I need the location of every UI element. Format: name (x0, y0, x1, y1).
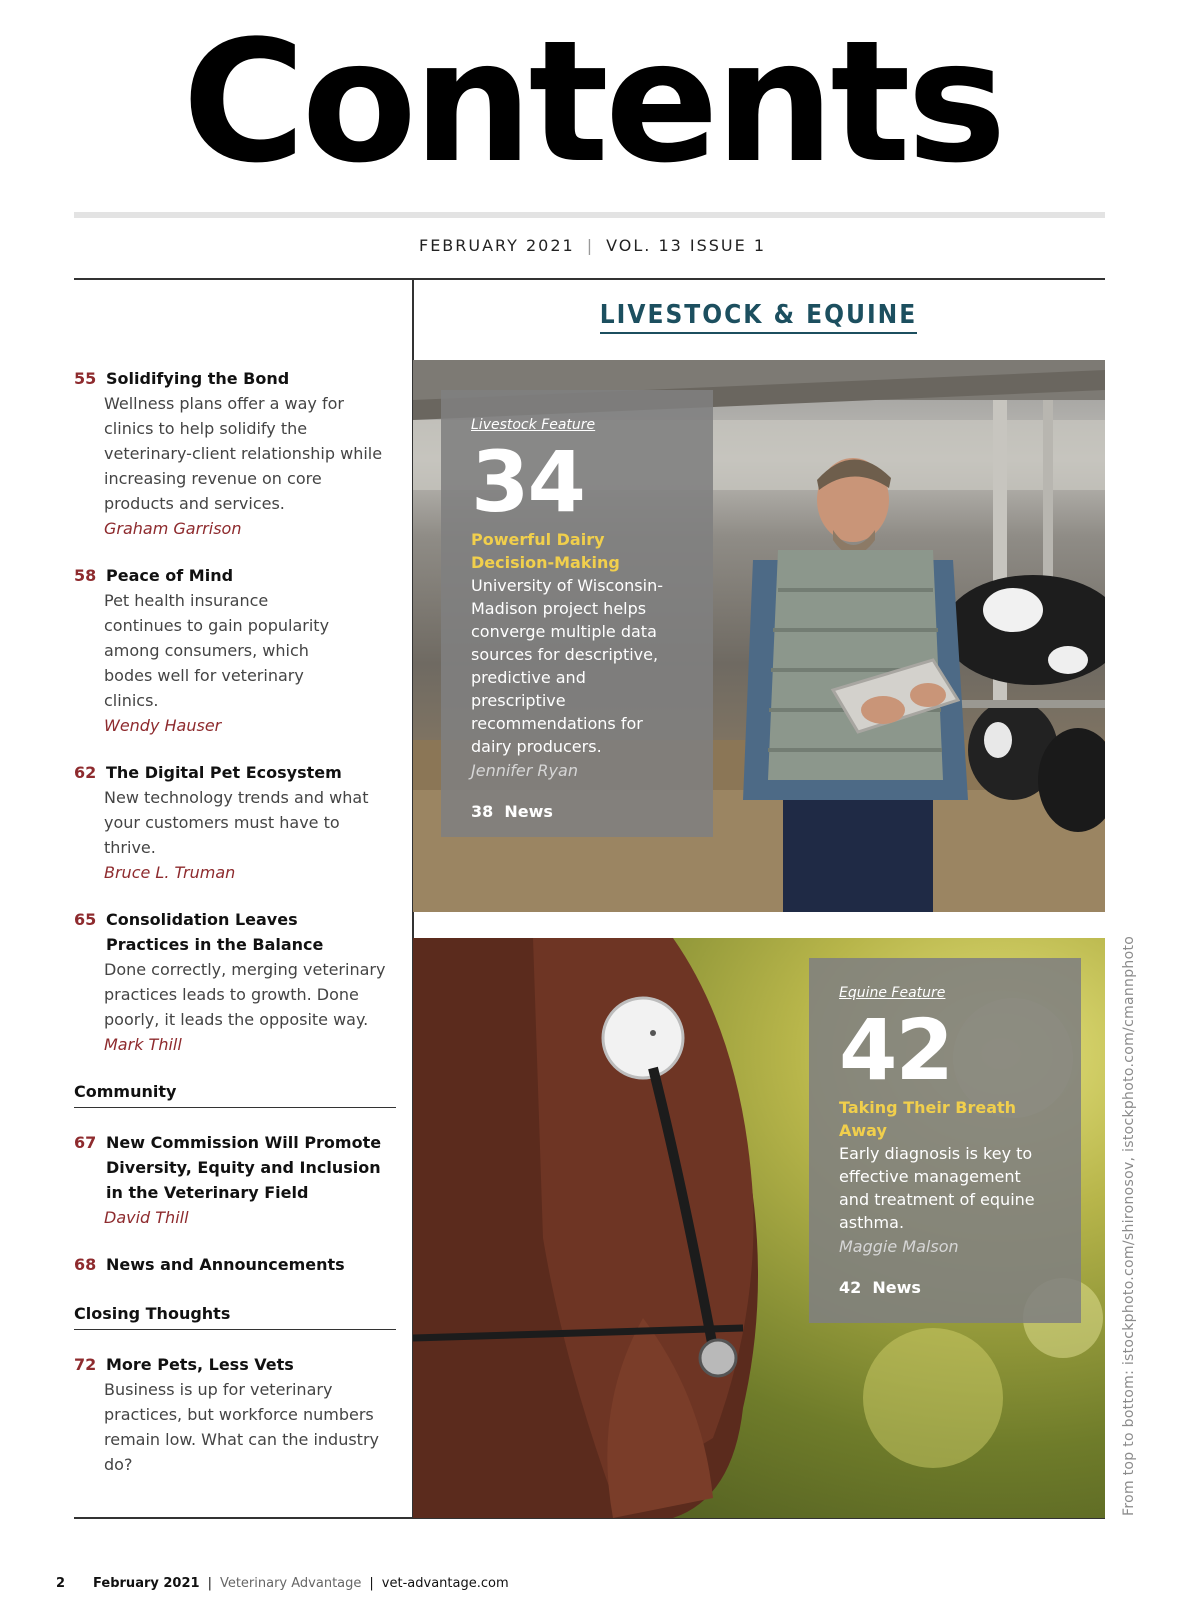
page-title: Contents (182, 4, 1003, 200)
page-footer (56, 1576, 509, 1591)
equine-feature-box[interactable] (809, 958, 1081, 1323)
entry-desc: Business is up for veterinary practices, but workforce numbers remain low. What can the industry do? (104, 1380, 379, 1474)
feature-page-number: 34 (471, 433, 584, 531)
toc-entry[interactable] (74, 563, 396, 738)
entry-desc: Done correctly, merging veterinary practices leads to growth. Done poorly, it leads the opposite way. (104, 960, 386, 1029)
toc-entry[interactable] (74, 760, 396, 885)
section-heading-text: LIVESTOCK & EQUINE (600, 300, 917, 334)
entry-page: 65 (74, 910, 97, 929)
entry-desc: New technology trends and what your customers must have to thrive. (104, 788, 369, 857)
entry-desc: Pet health insurance continues to gain popularity among consumers, which bodes well for veterinary clinics. (104, 591, 330, 710)
feature-page-number: 42 (839, 1001, 952, 1099)
entry-title[interactable]: News and Announcements (106, 1255, 345, 1274)
toc-entry[interactable] (74, 366, 396, 541)
feature-title[interactable]: Powerful Dairy Decision-Making (471, 530, 620, 572)
entry-title[interactable]: New Commission Will Promote Diversity, Equity and Inclusion in the Veterinary Field (106, 1133, 382, 1202)
footer-page-number: 2 (56, 1576, 66, 1591)
photo-credit: From top to bottom: istockphoto.com/shironosov, istockphoto.com/cmannphoto (1121, 935, 1137, 1516)
livestock-feature-box[interactable] (441, 390, 713, 837)
footer-separator: | (369, 1576, 374, 1591)
entry-desc: Wellness plans offer a way for clinics to help solidify the veterinary-client relationship while increasing revenue on core products and services. (104, 394, 383, 513)
entry-author: Graham Garrison (104, 519, 242, 538)
footer-magazine: Veterinary Advantage (219, 1576, 362, 1591)
issue-date: FEBRUARY 2021 (418, 236, 575, 255)
top-rule (74, 278, 1105, 280)
section-heading (412, 300, 1105, 330)
footer-separator: | (207, 1576, 212, 1591)
entry-author: David Thill (104, 1208, 189, 1227)
entry-title[interactable]: The Digital Pet Ecosystem (106, 763, 342, 782)
title-divider (74, 212, 1105, 218)
entry-page: 58 (74, 566, 97, 585)
feature-desc: Early diagnosis is key to effective management and treatment of equine asthma. (839, 1144, 1035, 1232)
toc-entry[interactable] (74, 1252, 396, 1277)
department-closing-thoughts: Closing Thoughts (74, 1301, 396, 1330)
feature-author: Jennifer Ryan (471, 761, 578, 780)
entry-title[interactable]: Consolidation Leaves Practices in the Balance (106, 910, 324, 954)
toc-entry[interactable] (74, 1352, 396, 1477)
entry-author: Mark Thill (104, 1035, 182, 1054)
entry-title[interactable]: Peace of Mind (106, 566, 234, 585)
toc-entry[interactable] (74, 1130, 396, 1230)
entry-author: Bruce L. Truman (104, 863, 236, 882)
entry-page: 55 (74, 369, 97, 388)
entry-author: Wendy Hauser (104, 716, 222, 735)
footer-website[interactable]: vet-advantage.com (381, 1576, 509, 1591)
issue-volume: VOL. 13 ISSUE 1 (606, 236, 767, 255)
entry-page: 67 (74, 1133, 97, 1152)
feature-desc: University of Wisconsin-Madison project helps converge multiple data sources for descriptive, predictive and prescriptive recommendations for dairy producers. (471, 576, 663, 756)
toc-entry[interactable] (74, 907, 396, 1057)
entry-page: 68 (74, 1255, 97, 1274)
issue-info (0, 236, 1185, 255)
feature-author: Maggie Malson (839, 1237, 959, 1256)
department-community: Community (74, 1079, 396, 1108)
entry-title[interactable]: Solidifying the Bond (106, 369, 290, 388)
issue-separator: | (586, 236, 595, 255)
feature-label: Equine Feature (839, 985, 946, 1001)
entry-page: 62 (74, 763, 97, 782)
news-link[interactable]: 42 News (839, 1278, 921, 1297)
news-link[interactable]: 38 News (471, 802, 553, 821)
feature-title[interactable]: Taking Their Breath Away (839, 1098, 1017, 1140)
left-column (74, 366, 396, 1499)
entry-page: 72 (74, 1355, 97, 1374)
feature-label: Livestock Feature (471, 417, 596, 433)
footer-date: February 2021 (93, 1576, 200, 1591)
entry-title[interactable]: More Pets, Less Vets (106, 1355, 294, 1374)
